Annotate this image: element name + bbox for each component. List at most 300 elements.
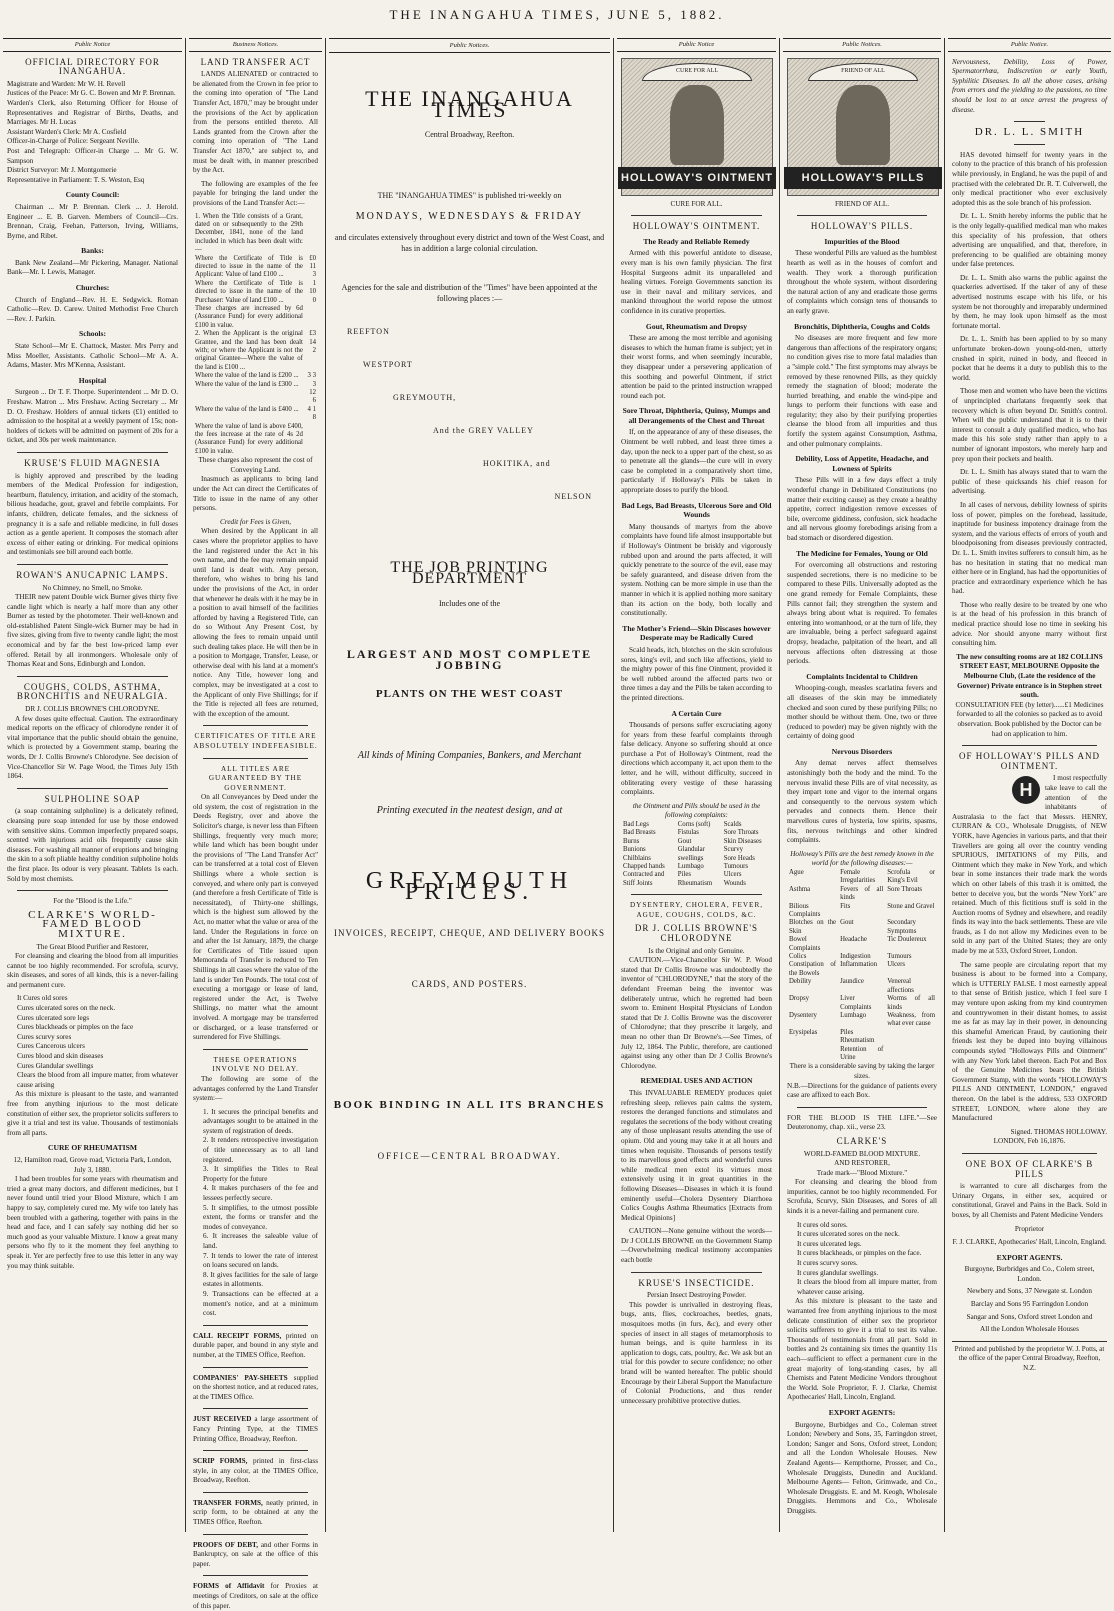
table-cell: Burns <box>623 837 640 845</box>
printing-line: Printing executed in the neatest design, and at <box>376 805 563 816</box>
ad-body: HAS devoted himself for twenty years in the colony to the practice of this branch of his profession while previously, in England, he was the pupil of and practised with the celebrated Dr. R. T. Culverwell, the only medical practitioner who ever exclusively adopted this as the sole branch of his profession. <box>952 150 1108 207</box>
table-cell: Female Irregularities <box>840 869 876 885</box>
ad-subtitle: Persian Insect Destroying Powder. <box>646 1291 746 1300</box>
agency-town: HOKITIKA, and <box>483 459 551 468</box>
plants-line: PLANTS ON THE WEST COAST <box>375 688 564 700</box>
proprietor: F. J. CLARKE, Apothecaries' Hall, Lincoln, England. <box>952 1238 1107 1247</box>
binding-line: BOOK BINDING IN ALL ITS BRANCHES <box>333 1099 606 1111</box>
publication-days: MONDAYS, WEDNESDAYS & FRIDAY <box>355 211 584 222</box>
section-heading: The Ready and Reliable Remedy <box>643 236 750 246</box>
section-body: If, on the appearance of any of these diseases, the Ointment be well rubbed, and least three times a day, upon the neck to a upper part of the chest, so as to penetrate all the glands—the cure will in every case be completed in a comparatively short time, particularly if Holloway's Pills be taken in appropriate doses to purify the blood. <box>621 428 772 495</box>
section-body: Many thousands of martyrs from the above complaints have found life almost insupportable but if Holloway's Ointment be briskly and vigorously rubbed upon and around the parts affected, it will quickly penetrate to the source of the evil, ease may be safely guaranteed, and disease driven from the system. Nothing can be more simple in use than the manner in which it is applied nothing more sanitary than its action on the body, both locally and constitutionally. <box>621 522 772 618</box>
list-item: Cures blackheads or pimples on the face <box>17 1023 134 1032</box>
section-body: Thousands of persons suffer excruciating agony for years from these fearful complaints through false delicacy. Anyone so suffering should at once purchase a Pot of Holloway's Ointment, read the directions which accompany it, act upon them to the letter, and he will, without difficulty, succeed in obliterating every vestige of these harassing complaints. <box>621 721 772 797</box>
table-row <box>193 305 318 330</box>
list-item: It cures scurvy sores. <box>797 1259 858 1268</box>
table-cell: Liver Complaints <box>840 995 872 1011</box>
fees-note: These charges also represent the cost of Conveying Land. <box>198 456 313 474</box>
table-cell: Bunions <box>623 846 646 854</box>
includes-note: Includes one of the <box>438 599 501 608</box>
section-heading: REMEDIAL USES AND ACTION <box>640 1076 753 1086</box>
agency-town: GREYMOUTH, <box>393 393 457 402</box>
table-cell: Scrofula or King's Evil <box>887 869 935 885</box>
holloway-monogram-icon: H <box>1012 776 1040 804</box>
fee-amount: 3 3 <box>307 372 316 380</box>
table-intro: the Ointment and Pills should be used in the following complaints: <box>632 801 761 820</box>
table-row <box>787 936 937 953</box>
table-cell: Headache <box>840 936 867 944</box>
section-heading: EXPORT AGENTS. <box>996 1252 1063 1262</box>
ad-body: Dr. L. L. Smith hereby informs the public that he is the only legally-qualified medical man who makes this speciality of his profession, that others advertising are unqualified, and that, therefore, in preferencing to be qualified are obtaining money under false pretences. <box>952 212 1107 269</box>
ad-title: SULPHOLINE SOAP <box>44 793 141 804</box>
table-cell: Tic Doulereux <box>887 936 927 944</box>
ad-body: Those men and women who have been the victims of unprincipled charlatans frequently seek that recovery which is often beyond Dr. Smith's control. When will the public understand that it is to their interest to consult a duly qualified medico, who has made this his sole study rather than apply to a number of ignorant impostors, who merely harp and prey upon their pockets and health. <box>952 387 1107 463</box>
table-cell: Worms of all kinds <box>887 995 935 1011</box>
table-cell: Inflammation <box>840 961 878 969</box>
ad-title: COUGHS, COLDS, ASTHMA, BRONCHITIS and NEURALGIA. <box>16 681 169 702</box>
publication-note: THE "INANGAHUA TIMES" is published tri-weekly on <box>377 191 562 200</box>
invoices-line: INVOICES, RECEIPT, CHEQUE, AND DELIVERY BOOKS <box>334 928 605 938</box>
table-row <box>193 255 318 280</box>
divider <box>203 1325 308 1326</box>
ad-body: The following are some of the advantages conferred by the Land Transfer system:— <box>193 1074 318 1103</box>
table-row <box>621 821 772 829</box>
signature: Signed. THOMAS HOLLOWAY. <box>1010 1127 1107 1136</box>
table-cell <box>885 1046 937 1063</box>
fee-desc: Where the value of the land is £200 ... <box>195 372 299 380</box>
saving-note: There is a considerable saving by taking the larger sizes. <box>789 1062 935 1080</box>
ad-body: Those who really desire to be treated by one who is at the head of his profession in this branch of medical practice should lose no time in seeking his advice. Nor should anyone marry without first consulting him. <box>952 600 1107 648</box>
directory-entry: Post and Telegraph: Officer-in Charge ... Mr G. W. Sampson <box>7 146 178 165</box>
ad-subtitle: The Great Blood Purifier and Restorer, <box>36 942 149 951</box>
table-cell: Skin Diseases <box>723 837 762 845</box>
section-heading: CURE OF RHEUMATISM <box>47 1143 137 1153</box>
table-row <box>787 903 937 920</box>
letter-body: I had been troubles for some years with rheumatism and tried a great many doctors, and different medicines, but I never found until tried your Blood Mixture, which I am happy to say, completely cured me. My wife too lately has been troubled with a gathering, together with pains in the head and face, and I can safely say nothing did her so much good as your valuable Mixture. I know a great many persons who fly to it the moment they feel anything to speak it. Yer are perfectly free to use this letter in any way you may think suitable. <box>7 1175 178 1270</box>
ad-title: KRUSE'S FLUID MAGNESIA <box>24 457 161 468</box>
ad-lead: For the "Blood is the Life." <box>53 897 132 906</box>
list-item: 6. It increases the saleable value of land. <box>203 1232 318 1250</box>
table-cell: Bad Breasts <box>623 829 656 837</box>
table-cell: Lumbago <box>840 1011 867 1019</box>
section-body: These are among the most terrible and agonising diseases to which the human frame is subject; yet in their worst forms, and when seemingly incurable, they disappear under a persevering application of this soothing and powerful Ointment, if strict attention be paid to the printed instruction wrapped round each pot. <box>621 334 772 400</box>
table-cell: Ulcers <box>723 871 742 879</box>
directory-entry: Magistrate and Warden: Mr W. H. Revell <box>7 79 126 88</box>
ad-body: Dr. L. L. Smith has always stated that to warn the public of these quicksands his chief reason for advertising. <box>952 468 1107 496</box>
section-heading: Nervous Disorders <box>831 746 893 756</box>
ad-body: This powder is unrivalled in destroying fleas, bugs, ants, flies, cockroaches, beetles, gnats, mosquitoes moths (in furs, &c), and every other species of insect in all stages of metamorphosis to human beings, and is quite harmless in its application to dogs, cats, poultry, &c. We ask but an trial for this powder to secure confidence; no other brand will be wanted hereafter. The public should Encourage by their Liberal Support the Manufacture of Colonial Productions, and thus render unnecessary prohibitive protective duties. <box>621 1300 772 1405</box>
ad-body: (a soap containing sulpholine) is a delicately refined, cleansing pure soap intended for use by those endowed with sensitive skins. Common imperfectly prepared soaps, scented with injurious acid oils frequently cause skin diseases. For washing all manner of eruptions and bringing the skin to a soft pliable healthy condition sulpholine holds the first place. Its odour is very pleasant. Tablets 1s each. Sold by most chemists. <box>7 807 178 883</box>
column-header: Public Notice <box>3 38 182 52</box>
ad-body: As this mixture is pleasant to the taste and warranted free from anything injurious to the most delicate constitution of either sex the proprietor solicits sufferers to give it a trial to test its value. Thousands of testimonials from all part. Sold in bottles and 2s containing six times the quantity 11s each—sufficient to effect a permanent cure in the great majority of long-standing cases, by all Chemists and Patent Medicine Vendors throughout the World. Sole Proprietor, F. J. Clarke, Chemist Apothecaries' Hall, Lincoln, England. <box>787 1297 937 1402</box>
table-row <box>193 406 318 423</box>
column-5 <box>780 38 944 1532</box>
table-cell: Sore Throats <box>723 829 759 837</box>
table-row <box>621 880 772 888</box>
list-item: It cures glandular swellings. <box>797 1268 879 1277</box>
column-header: Public Notice. <box>948 38 1111 52</box>
imprint: Printed and published by the proprietor W. J. Potts, at the office of the paper Central Broadway, Reefton, N.Z. <box>952 1341 1107 1374</box>
table-row <box>193 213 318 255</box>
divider <box>1014 121 1045 122</box>
table-cell: Erysipelas <box>789 1028 818 1036</box>
directory-entry: Assistant Warden's Clerk: Mr A. Cosfield <box>7 127 127 136</box>
table-cell: Colics <box>789 953 807 961</box>
divider <box>203 1534 308 1535</box>
engraving-caption: FRIEND OF ALL. <box>834 199 890 208</box>
paper-address: Central Broadway, Reefton. <box>424 130 515 139</box>
table-cell: Blotches on the Skin <box>789 919 837 935</box>
section-heading: Credit for Fees is Given, <box>220 517 291 526</box>
small-ad-body: a large assortment of Fancy Printing Type, at the TIMES Printing Office, Broadway, Reefton. <box>193 1415 319 1443</box>
list-item: 1. It secures the principal benefits and advantages sought to be attained in the system of registration of deeds. <box>203 1107 318 1135</box>
divider <box>962 745 1097 746</box>
consult-address: The new consulting rooms are at 182 COLLINS STREET EAST, MELBOURNE Opposite the Melbourne Club, (Late the residence of the Governor) Private entrance is in Stephen street south. <box>956 652 1103 700</box>
ad-subtitle: DR J. COLLIS BROWNE'S CHLORODYNE. <box>25 705 160 714</box>
list-item: 8. It gives facilities for the sale of large estates in allotments. <box>203 1270 318 1289</box>
table-row <box>193 381 318 406</box>
ad-title: KRUSE'S INSECTICIDE. <box>638 1277 755 1288</box>
table-row <box>621 855 772 863</box>
ad-body: In all cases of nervous, debility lowness of spirits loss of power, pimples on the forehead, lassitude, inaptitude for business impotency drainage from the system, and the various effects of errors of youth and bloodpoisoning from diseases previously contracted, Dr. L. L. Smith invites sufferers to consult him, as he has no hesitation in stating that no medical man either here or in England, has had the opportunities of practice and extraordinary experience which he has had. <box>952 500 1107 596</box>
engraving-caption: CURE FOR ALL. <box>670 199 723 208</box>
table-row <box>621 838 772 846</box>
table-cell: Bowel Complaints <box>789 936 821 952</box>
directory-entry: Officer-in-Charge of Police: Sergeant Neville. <box>7 137 140 146</box>
section-body: These Pills will in a few days effect a truly wonderful change in Debilitated Constitutions (no matter their exciting cause) as they create a healthy appetite, correct indigestion remove excesses of bile, overcome giddiness, confusion, sick headache and all nervous gloomy forebodings arising from a bad stomach or disordered digestion. <box>787 476 937 542</box>
section-heading: A Certain Cure <box>671 708 722 718</box>
ad-body: Burgoyne, Burbidges and Co., Coleman street London; Newbery and Sons, 35, Farringdon street, London; Sanger and Sons, Oxford street, London; and all the London Wholesale Houses. New Zealand Agents— Kempthorne, Prosser, and Co., Wholesale Druggists, Dunedin and Auckland. Melbourne Agents— Felton, Grimwade, and Co., Wholesale Druggists. E. and M. Keogh, Wholesale Druggists. Hemmons and Co., Wholesale Druggists. <box>787 1420 937 1515</box>
table-cell: Asthma <box>789 885 811 893</box>
fee-desc: Where the value of the land is £300 ... <box>195 380 299 388</box>
list-item: 9. Transactions can be effected at a moment's notice, and at a minimum cost. <box>203 1289 318 1318</box>
table-cell: Retention of Urine <box>840 1045 884 1061</box>
small-ad-title: CALL RECEIPT FORMS, <box>193 1331 282 1340</box>
small-ad <box>193 1457 318 1486</box>
column-3 <box>326 38 613 1532</box>
cure-list <box>7 994 178 1090</box>
table-cell: Debility <box>789 978 812 986</box>
table-row <box>621 829 772 837</box>
directory-entry: Justices of the Peace: Mr G. C. Bowen and Mr P. Brennan. <box>7 89 176 98</box>
table-cell: Stone and Gravel <box>887 902 935 910</box>
table-cell: Gout <box>840 919 854 927</box>
table-cell: Jaundice <box>840 978 864 986</box>
divider <box>203 1492 308 1493</box>
ad-subtitle: No Chimney, no Smell, no Smoke. <box>42 583 143 592</box>
circulation-note: and circulates extensively throughout every district and town of the West Coast, and has in addition a large colonial circulation. <box>334 233 605 253</box>
ad-body: CAUTION—None genuine without the words—Dr J COLLIS BROWNE on the Government Stamp—Overwhelming medical testimony accompanies each bottle <box>621 1227 772 1265</box>
agency-town: REEFTON <box>347 327 390 336</box>
table-row <box>193 330 318 372</box>
cards-line: CARDS, AND POSTERS. <box>411 979 528 989</box>
divider <box>1014 144 1045 145</box>
ad-body: Inasmuch as applicants to bring land under the Act can direct the Certificates of Title to issue in the name of any other persons. <box>193 475 318 513</box>
list-item: It cures old sores. <box>797 1220 848 1229</box>
agency-town: And the GREY VALLEY <box>433 426 534 435</box>
allegorical-figure-icon <box>670 85 724 165</box>
small-ad <box>193 1374 318 1403</box>
table-cell: Constipation of the Bowels <box>789 961 837 977</box>
divider <box>17 564 168 565</box>
ad-title: ROWAN'S ANUCAPNIC LAMPS. <box>16 569 169 580</box>
list-item: Cures ulcerated sore legs <box>17 1013 90 1022</box>
divider <box>203 758 308 759</box>
table-cell: Secondary Symptoms <box>887 919 917 935</box>
table-cell: Rheumatism <box>840 1037 875 1045</box>
small-ad-body: neatly printed, in scrip form, to be obtained at any the TIMES Office, Reefton. <box>193 1498 318 1527</box>
agent: Sangar and Sons, Oxford street London and <box>966 1312 1093 1321</box>
ad-title: OF HOLLOWAY'S PILLS AND OINTMENT. <box>958 751 1101 771</box>
ad-body: For cleansing and clearing the blood from all impurities cannot be too highly recommended. For scrofula, scurvy, skin diseases, and sores of all kinds, this is a never-failing and permanent cure. <box>7 952 178 989</box>
table-cell: Bilious Complaints <box>789 902 821 919</box>
list-item: 7. It tends to lower the rate of interest on loans secured on lands. <box>203 1251 318 1270</box>
section-heading: Schools: <box>78 329 106 339</box>
ad-title: CLARKE'S <box>836 1135 888 1146</box>
table-cell: Sore Heads <box>723 854 755 862</box>
engraving-arc-text: FRIEND OF ALL <box>808 63 918 81</box>
divider <box>631 1272 762 1273</box>
divider <box>962 1153 1097 1154</box>
ad-lead: DYSENTERY, CHOLERA, FEVER, AGUE, COUGHS, COLDS, &C. <box>629 901 764 919</box>
list-item: It clears the blood from all impure matter, from whatever cause arising. <box>797 1278 937 1296</box>
divider <box>203 1367 308 1368</box>
table-row <box>621 846 772 854</box>
agency-town: WESTPORT <box>363 360 413 369</box>
small-ad-title: TRANSFER FORMS, <box>193 1498 263 1507</box>
signature-date: LONDON, Feb 16,1876. <box>993 1137 1066 1146</box>
table-cell: Lumbago <box>677 863 704 871</box>
engraving-arc-text: CURE FOR ALL <box>642 63 752 81</box>
ad-body: As this mixture is pleasant to the taste, and warranted free from anything injurious to the most delicate constitution of either sex, the proprietor solicits sufferers to give it a trial and test its value. Thousands of testimonials from all parts. <box>7 1090 178 1137</box>
kinds-line: All kinds of Mining Companies, Bankers, and Merchant <box>357 750 582 761</box>
ad-title: CLARKE'S WORLD-FAMED BLOOD MIXTURE. <box>28 908 157 940</box>
table-cell: Corns (soft) <box>677 821 711 829</box>
divider <box>797 215 927 216</box>
table-cell <box>787 1037 838 1045</box>
section-body: For overcoming all obstructions and restoring suspended secretions, there is no medicine to be compared to these Pills. Universally adopted as the one grand remedy for Female Complaints, these Pills cannot fail; they strengthen the system and always bring about what is required. To females entering into womanhood, or at the turn of life, they are invaluable, being a perfect safeguard against dropsy, headache, palpitation of the heart, and all nervous affections often distressing at those periods. <box>787 561 937 666</box>
section-heading: Proprietor <box>1014 1224 1045 1233</box>
table-row <box>787 869 937 886</box>
ad-title: ONE BOX OF CLARKE'S B PILLS <box>965 1158 1094 1179</box>
list-item: 2. It renders retrospective investigation of title unnecessary as to all land registered. <box>203 1136 318 1164</box>
column-header: Business Notices. <box>189 38 322 52</box>
section-body: Whooping-cough, measles scarlatina fevers and all diseases of the skin may be immediately checked and soon cured by these purifying Pills; no mother should be without them. One, two or three (reduced to powder) may be given nightly with the certainty of doing good <box>787 684 937 741</box>
table-cell: Fits <box>840 902 851 910</box>
agencies-note: Agencies for the sale and distribution of the "Times" have been appointed at the following places :— <box>341 283 598 303</box>
fee-desc: 1. When the Title consists of a Grant, dated on or subsequently to the 29th December, 1841, none of the land included in which has been dealt with:— <box>195 212 303 254</box>
section-heading: Gout, Rheumatism and Dropsy <box>645 321 748 331</box>
fee-amount: 4 1 8 <box>307 405 316 422</box>
office-line: OFFICE—CENTRAL BROADWAY. <box>377 1151 562 1161</box>
nb-note: N.B.—Directions for the guidance of patients every case are affixed to each Box. <box>787 1081 937 1100</box>
small-ad-body: supplied on the shortest notice, and at reduced rates, at the TIMES Office. <box>193 1373 318 1401</box>
divider <box>797 1107 927 1108</box>
fee-desc: Where the Certificate of Title is directed to issue in the name of the Purchaser: Value of land £100 ... <box>195 279 303 304</box>
fee-desc: Where the Certificate of Title is directed to issue in the name of the Applicant: Value of land £100 ... <box>195 254 303 279</box>
list-item: Cures Glandular swellings <box>17 1061 94 1070</box>
ad-title: LAND TRANSFER ACT <box>200 56 311 67</box>
ad-subtitle: WORLD-FAMED BLOOD MIXTURE. <box>803 1149 921 1158</box>
table-cell: Ague <box>789 869 804 876</box>
list-item: Cures blood and skin diseases <box>17 1052 104 1061</box>
section-body: Armed with this powerful antidote to disease, every man is his own family physician. The first Hospital Surgeons admit its unparalleled and healing virtues. Foreign Governments sanction its use in their naval and military services, and mankind throughout the world repose the utmost confidence in its curative properties. <box>621 249 772 315</box>
directory-entry: Warden's Clerk, also Returning Officer for House of Representatives and Registrar of Births, Deaths, and Marriages. Mr H. Lucas <box>7 98 178 127</box>
fee-amount: £3 14 2 <box>309 330 316 354</box>
fee-desc: Where the value of land is above £400, the fees increase at the rate of 4s 2d (Assurance Fund) for every additional £100 in value. <box>195 422 303 455</box>
small-ad <box>193 1541 318 1570</box>
list-item: Cures scurvy sores <box>17 1032 72 1041</box>
ad-title: DR J. COLLIS BROWNE'S CHLORODYNE <box>634 923 759 944</box>
column-header: Public Notice <box>617 38 776 52</box>
agent: All the London Wholesale Houses <box>980 1325 1079 1334</box>
table-cell <box>885 1037 937 1045</box>
table-cell: Piles <box>677 871 691 879</box>
divider <box>17 788 168 789</box>
small-ad-title: FORMS of Affidavit <box>193 1582 265 1591</box>
divider <box>203 725 308 726</box>
divider <box>17 676 168 677</box>
divider <box>203 1575 308 1576</box>
table-row <box>193 372 318 380</box>
ad-subtitle: Is the Original and only Genuine. <box>648 946 745 955</box>
divider <box>203 1408 308 1409</box>
small-ad-body: and other Forms in Bankruptcy, on sale at the office of this paper. <box>193 1540 319 1568</box>
section-body: Chairman ... Mr P. Brennan. Clerk ... J. Herold. Engineer ... E. B. Garven. Members of Council—Crs. Brennan, Craig, Feehan, Patterson, Irving, Williams, Byrne, and Ribet. <box>7 202 178 240</box>
list-item: It cures ulcerated sores on the neck. <box>797 1230 900 1239</box>
small-ad-body: printed in first-class style, in any color, at the TIMES Office, Broadway, Reefton. <box>193 1457 318 1485</box>
largest-jobbing: LARGEST AND MOST COMPLETE JOBBING <box>346 647 593 672</box>
engraving-banner: HOLLOWAY'S OINTMENT <box>618 167 776 189</box>
section-body: These wonderful Pills are valued as the humblest hearth as well as in the houses of comfort and wealth. They work a thorough purification throughout the whole system, without disordering the natural action of any and eradicate those germs of complaints which consign tens of thousands to an early grave. <box>787 249 937 315</box>
directory-title: OFFICIAL DIRECTORY FOR INANGAHUA. <box>25 56 160 77</box>
section-heading: The Medicine for Females, Young or Old <box>796 548 928 558</box>
fee-amount: £0 11 3 <box>309 254 316 279</box>
section-heading: Bronchitis, Diphtheria, Coughs and Colds <box>794 321 930 331</box>
agent: Barclay and Sons 95 Farringdon London <box>970 1300 1089 1309</box>
ad-body: CAUTION.—Vice-Chancellor Sir W. P. Wood stated that Dr Collis Browne was undoubtedly the inventor of "CHLORODYNE," that the story of the defendant Freeman being the inventor was deliberately untrue, which he regretted had been sworn to. Eminent Hospital Physicians of London stated that Dr J. Collis Browne was the discoverer of Chlorodyne; that they prescribe it largely, and mean no other than Dr Browne's.—See Times, of July 12, 1864. The Public, therefore, are cautioned against using any other than Dr J Collis Browne's Chlorodyne. <box>621 956 772 1070</box>
list-item: 5. It simplifies, to the utmost possible extent, the forms or transfer and the modes of conveyance. <box>203 1203 318 1231</box>
list-item: Cures Cancerous ulcers <box>17 1042 85 1051</box>
fees-table <box>193 213 318 457</box>
table-cell: Ulcers <box>887 961 906 969</box>
table-cell: Sore Throats <box>887 885 923 893</box>
section-heading: Complaints Incidental to Children <box>806 671 918 681</box>
small-ad <box>193 1332 318 1361</box>
allegorical-figure-icon <box>836 85 890 165</box>
small-ad-body: printed on durable paper, and bound in any style and number, at the TIMES Office, Reefton. <box>193 1331 318 1359</box>
list-item: It cures blackheads, or pimples on the face. <box>797 1249 922 1258</box>
table-row <box>787 1012 937 1029</box>
section-heading: ALL TITLES ARE GUARANTEED BY THE GOVERNMENT. <box>208 764 303 792</box>
table-row <box>787 961 937 978</box>
section-heading: Impurities of the Blood <box>824 236 900 246</box>
table-cell: swellings <box>677 854 704 862</box>
ad-intro: Nervousness, Debility, Loss of Power, Spermatorrhœa, Indiscretion or early Youth, Syphilitic Diseases. In all the above cases, arising from errors and the yielding to the passions, no time should be lost to at once arrest the progress of disease. <box>952 57 1107 114</box>
section-heading: EXPORT AGENTS: <box>828 1407 896 1417</box>
small-ad-title: SCRIP FORMS, <box>193 1457 248 1466</box>
ad-body: The same people are circulating report that my business is about to be formed into a Company, which is UTTERLY FALSE. I most earnestly appeal to that sense of British justice, which I feel sure I may venture upon asking from my kind countrymen and countrywomen in their distant homes, to assist me as far as may lay in their power, in denouncing this shameful American Fraud, by cautioning their friends lest they be duped into buying villainous compounds styled "Holloways Pills and Ointment" with any New York label thereon. Each Pot and Box of the Genuine Medicines bears the British Government Stamp, with the words "HOLLOWAY'S PILLS AND OINTMENT, LONDON," engraved thereon. On the label is the address, 533 OXFORD STREET, LONDON, where alone they are Manufactured <box>952 960 1107 1123</box>
cure-list <box>787 1221 937 1298</box>
section-heading: CERTIFICATES OF TITLE ARE ABSOLUTELY INDEFEASIBLE. <box>193 732 318 750</box>
column-6 <box>945 38 1114 1532</box>
fee-amount: 1 10 0 <box>309 279 316 304</box>
table-row <box>193 280 318 305</box>
ad-body: On all Conveyances by Deed under the old system, the cost of registration in the Deeds Registry, over and above the Solicitor's charge, is never less than Fifteen Shillings, frequently very much more; while land which has been bought under the provisions of "The Land Transfer Act" can be transferred at a total cost of Eleven Shillings where a whole section is conveyed, and where only part is conveyed (and therefore a fresh Certificate of Title is necessitated), of Thirty-one shillings, which is the highest sum allowed by the Act, no matter what the value or area of the land. Under the Regulations in force on and after the 1st January, 1879, the charge for Certificates of Title issued upon Memoranda of Transfer is reduced to Ten Shillings in all cases where the value of the land is under Ten Pounds. The total cost of executing a mortgage or lease of land, registered under the Act, is Twelve Shillings, no matter what the amount involved. A mortgage may be transferred or discharged, or a lease transferred or surrendered for Five Shillings. <box>193 793 318 1042</box>
table-cell: Tumours <box>887 953 912 961</box>
section-body: Bank New Zealand—Mr Pickering, Manager. National Bank—Mr. I. Lewis, Manager. <box>7 258 178 277</box>
table-row <box>621 871 772 879</box>
section-heading: Hospital <box>78 375 107 385</box>
table-row <box>787 886 937 903</box>
table-cell: Venereal affections <box>887 978 914 994</box>
list-item: 4. It makes purchasers of the fee and lessees perfectly secure. <box>203 1184 318 1203</box>
job-printing-title: THE JOB PRINTING DEPARTMENT <box>390 559 549 587</box>
ad-body: THEIR new patent Double wick Burner gives thirty five candle light which is nearly a half more than any other Burner as tested by the photometer. Their well-known and old-established Patent Single-wick Burner may be had in five sizes, giving from five to twenty candle light; the most economical and by far the best low-priced lamp ever offered. Retail by all ironmongers. Wholesale only of Thomas Keat and Sons, Edinburgh and London. <box>7 593 178 669</box>
ad-lead: FOR THE BLOOD IS THE LIFE."—See Deuteronomy, chap. xii., verse 23. <box>787 1113 937 1132</box>
ointment-engraving <box>621 58 773 196</box>
section-body: Any demat nerves affect themselves astonishingly both the body and the mind. To the nervous invalid these Pills are of vital necessity, as they impart tone and vigor to the internal organs and consequently to the nervous system which pervades and connects them. Hence their marvellous cures of hysteria, low spirits, spasms, fits, nervous twitchings and other kindred complaints. <box>787 759 937 845</box>
fee-desc: Where the value of the land is £400 ... <box>195 405 299 413</box>
table-cell: Fevers of all kinds <box>840 885 884 902</box>
ad-body: Dr. L. L. Smith also warns the public against the quackeries advertised. If the taker of any of these advertised nostrums escape with his life, or his system be not thoroughly and irreparably undermined by them, he may look upon himself as the most fortunate mortal. <box>952 273 1107 330</box>
ad-body: For cleansing and clearing the blood from impurities, cannot be too highly recommended. For Scrofula, Scurvy, Skin Diseases, and Sores of all kinds it is a never-failing and permanent cure. <box>787 1178 937 1216</box>
table-row <box>787 995 937 1012</box>
table-cell: Wounds <box>723 879 746 887</box>
ad-subtitle: AND RESTORER, <box>834 1159 890 1168</box>
agency-town: NELSON <box>554 492 592 501</box>
table-cell: Dysentery <box>789 1011 817 1019</box>
list-item: It Cures old sores <box>17 994 68 1003</box>
table-cell <box>787 1046 838 1063</box>
section-body: Church of England—Rev. H. E. Sedgwick. Roman Catholic—Rev. D. Carew. United Methodist Free Church—Rev. J. Parkin. <box>7 295 178 323</box>
small-ad-title: PROOFS OF DEBT, <box>193 1540 259 1549</box>
section-body: No diseases are more frequent and few more dangerous than affections of the respiratory organs; no condition gives rise to more fatal maladies than a "simple cold." The first symptoms may always be removed by these renowned Pills, as they quickly remedy the stagnation of blood; moderate the hurried breathing, and enable the wind-pipe and lungs to perform their functions with ease and regularity; they also by their purifying properties cleanse the blood from all impurities and thus fortify the system against Consumption, Asthma, and other pulmonary complaints. <box>787 334 937 448</box>
fee-desc: 2. When the Applicant is the original Grantee, and the land has been dealt with; or where the Applicant is not the original Grantee—Where the value of the land is £100 ... <box>195 330 303 371</box>
table-cell: Scalds <box>723 821 742 829</box>
section-heading: Sore Throat, Diphtheria, Quinsy, Mumps and all Derangements of the Chest and Throat <box>622 406 771 425</box>
column-2 <box>186 38 325 1610</box>
ad-body: is warranted to cure all discharges from the Urinary Organs, in either sex, acquired or constitutional, Gravel and Pains in the Back. Sold in boxes, by all Chemists and Patent Medicine Venders <box>952 1182 1107 1219</box>
list-item: Cures ulcerated sores on the neck. <box>17 1004 116 1013</box>
ad-body: A few doses quite effectual. Caution. The extraordinary medical reports on the efficacy of chlorodyne render it of vital importance that the public should obtain the genuine, which is protected by a Government stamp, bearing the words, Dr J. Collis Browne's Chlorodyne. See decision of Vice-Chancellor Sir W. Page Wood, the Times July 15th 1864. <box>7 714 178 781</box>
small-ad-title: COMPANIES' PAY-SHEETS <box>193 1373 288 1382</box>
complaints-table <box>621 821 772 888</box>
table-row <box>621 863 772 871</box>
ad-title: HOLLOWAY'S PILLS. <box>810 221 914 232</box>
table-cell: Chilblains <box>623 854 651 862</box>
fee-desc: These charges are increased by 6d (Assurance Fund) for every additional £100 in value. <box>195 304 303 329</box>
section-heading: THESE OPERATIONS INVOLVE NO DELAY. <box>212 1055 299 1074</box>
ad-body: This INVALUABLE REMEDY produces quiet refreshing sleep, relieves pain calms the system, restores the deranged functions and stimulates and regulates the secretions of the body without creating any of those unpleasant results attending the use of opium. Old and young may take it at all hours and times when requisite. Thousands of persons testify to its marvellous good effects and wonderful cures while medical men extol its virtues most extensively using it in great quantities in the following Diseases—Diseases in which it is found eminently useful—Cholera Dysentery Diarrhoea Colics Coughs Asthma Rheumatics [Extracts from Medical Opinions] <box>621 1088 772 1222</box>
table-cell: Tumours <box>723 863 749 871</box>
divider <box>631 894 762 895</box>
prices-line: GREYMOUTH PRICES. <box>365 868 574 905</box>
section-heading: Bad Legs, Bad Breasts, Ulcerous Sore and Old Wounds <box>621 500 772 520</box>
table-cell <box>885 1029 937 1037</box>
trade-mark: Trade mark—"Blood Mixture." <box>816 1168 908 1177</box>
letter-address: 12, Hamilton road, Grove road, Victoria Park, London, July 3, 1880. <box>13 1155 172 1174</box>
directory-entry: District Surveyor: Mr J. Montgomerie <box>7 166 117 175</box>
table-row <box>787 978 937 995</box>
consult-fee: CONSULTATION FEE (by letter)......£1 Medicines forwarded to all the colonies so packed as to avoid observation. Book published by the Doctor can be had on application to him. <box>955 700 1104 738</box>
fee-amount <box>305 305 318 330</box>
list-item: Clears the blood from all impure matter, from whatever cause arising <box>17 1071 178 1089</box>
table-intro: Holloway's Pills are the best remedy known in the world for the following diseases:— <box>790 849 934 868</box>
table-cell: Fistulas <box>677 829 699 837</box>
divider <box>17 890 168 891</box>
ad-title: DR. L. L. SMITH <box>974 126 1085 139</box>
